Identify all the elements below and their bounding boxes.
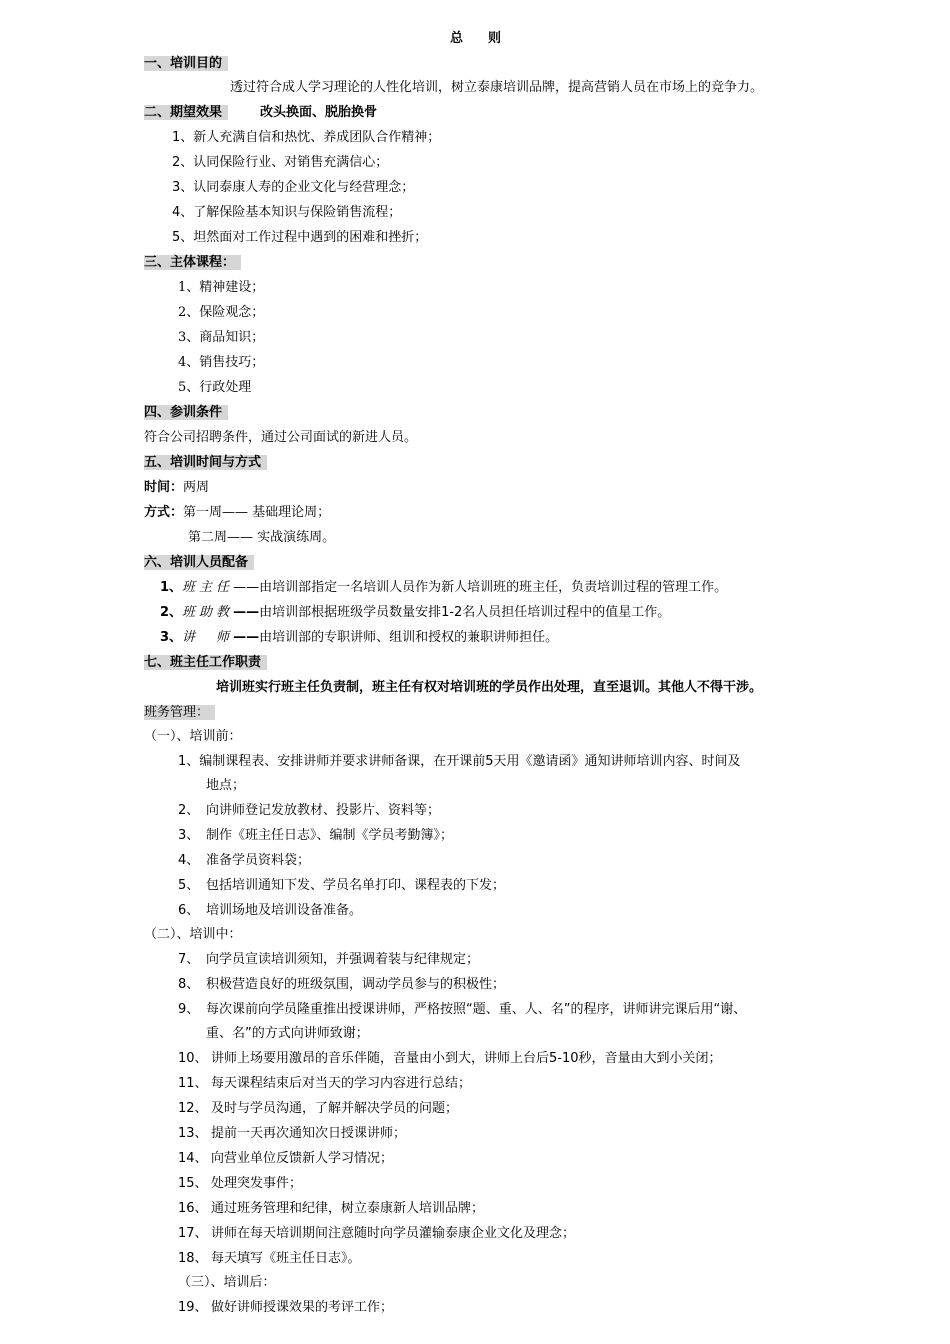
mode-row: 方式：第一周—— 基础理论周；	[144, 505, 331, 520]
list-item-continued: 重、名”的方式向讲师致谢；	[206, 1026, 369, 1041]
list-item: 14、 向营业单位反馈新人学习情况；	[178, 1151, 394, 1166]
phase-before-heading: （一）、培训前：	[144, 729, 242, 744]
list-item: 3、 制作《班主任日志》、编制《学员考勤簿》；	[178, 828, 454, 843]
list-item: 9、 每次课前向学员隆重推出授课讲师，严格按照“题、重、人、名”的程序，讲师讲完课后用“谢、	[178, 1002, 747, 1017]
section-1-text: 透过符合成人学习理论的人性化培训，树立泰康培训品牌，提高营销人员在市场上的竞争力。	[230, 80, 764, 95]
mode-week2: 第二周—— 实战演练周。	[188, 530, 336, 545]
list-item: 13、 提前一天再次通知次日授课讲师；	[178, 1126, 407, 1141]
list-item: 4、了解保险基本知识与保险销售流程；	[172, 205, 402, 220]
subsection-heading: 班务管理：	[144, 704, 215, 722]
list-item: 6、 培训场地及培训设备准备。	[178, 903, 363, 918]
list-item: 5、 包括培训通知下发、学员名单打印、课程表的下发；	[178, 878, 506, 893]
list-item: 2、 向讲师登记发放教材、投影片、资料等；	[178, 803, 441, 818]
section-heading-6: 六、培训人员配备	[144, 554, 254, 572]
list-item: 10、 讲师上场要用激昂的音乐伴随，音量由小到大，讲师上台后5-10秒，音量由大到小关闭；	[178, 1051, 722, 1066]
section-heading-1: 一、培训目的	[144, 55, 228, 73]
section-7-intro: 培训班实行班主任负责制，班主任有权对培训班的学员作出处理，直至退训。其他人不得干涉。	[216, 680, 763, 695]
page-title: 总 则	[450, 31, 508, 46]
list-item: 12、 及时与学员沟通，了解并解决学员的问题；	[178, 1101, 459, 1116]
phase-during-heading: （二）、培训中：	[144, 927, 242, 942]
section-heading-5: 五、培训时间与方式	[144, 454, 267, 472]
section-4-text: 符合公司招聘条件，通过公司面试的新进人员。	[144, 430, 418, 445]
list-item: 18、 每天填写《班主任日志》。	[178, 1251, 361, 1266]
section-heading-3: 三、主体课程：	[144, 254, 241, 272]
role-row-head-teacher: 1、班主任——由培训部指定一名培训人员作为新人培训班的班主任，负责培训过程的管理工作。	[160, 580, 728, 595]
section-heading-2: 二、期望效果	[144, 104, 228, 122]
section-2-motto: 改头换面、脱胎换骨	[260, 105, 378, 120]
list-item: 1、精神建设；	[178, 280, 265, 295]
list-item: 8、 积极营造良好的班级氛围，调动学员参与的积极性；	[178, 977, 506, 992]
time-row: 时间：两周	[144, 480, 210, 495]
list-item: 17、 讲师在每天培训期间注意随时向学员灌输泰康企业文化及理念；	[178, 1226, 576, 1241]
list-item: 1、编制课程表、安排讲师并要求讲师备课，在开课前5天用《邀请函》通知讲师培训内容、时间及	[178, 754, 741, 769]
role-row-lecturer: 3、讲 师——由培训部的专职讲师、组训和授权的兼职讲师担任。	[160, 630, 559, 645]
list-item: 3、认同泰康人寿的企业文化与经营理念；	[172, 180, 415, 195]
list-item: 2、保险观念；	[178, 305, 265, 320]
list-item: 4、 准备学员资料袋；	[178, 853, 311, 868]
list-item: 15、 处理突发事件；	[178, 1176, 303, 1191]
list-item: 7、 向学员宣读培训须知，并强调着装与纪律规定；	[178, 952, 480, 967]
list-item: 3、商品知识；	[178, 330, 265, 345]
list-item: 1、新人充满自信和热忱、养成团队合作精神；	[172, 130, 441, 145]
list-item: 11、 每天课程结束后对当天的学习内容进行总结；	[178, 1076, 472, 1091]
section-heading-7: 七、班主任工作职责	[144, 654, 267, 672]
list-item-continued: 地点；	[206, 778, 246, 793]
list-item: 5、行政处理	[178, 380, 252, 395]
list-item: 19、 做好讲师授课效果的考评工作；	[178, 1300, 394, 1315]
list-item: 2、认同保险行业、对销售充满信心；	[172, 155, 389, 170]
list-item: 5、坦然面对工作过程中遇到的困难和挫折；	[172, 230, 428, 245]
role-row-assistant: 2、班助教——由培训部根据班级学员数量安排1-2名人员担任培训过程中的值星工作。	[160, 605, 671, 620]
list-item: 4、销售技巧；	[178, 355, 265, 370]
section-heading-4: 四、参训条件	[144, 404, 228, 422]
phase-after-heading: （三）、培训后：	[178, 1275, 276, 1290]
list-item: 16、 通过班务管理和纪律，树立泰康新人培训品牌；	[178, 1201, 485, 1216]
